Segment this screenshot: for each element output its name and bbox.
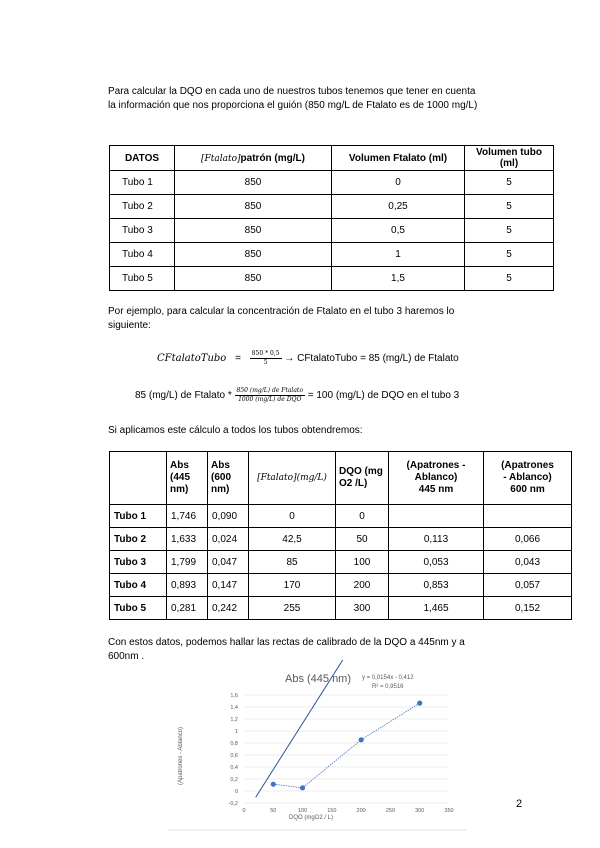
table-cell: 5 (465, 219, 554, 243)
table-cell: Tubo 3 (110, 219, 175, 243)
table-cell: Tubo 1 (110, 171, 175, 195)
chart-r2: R² = 0,9516 (372, 684, 404, 690)
table-row (110, 195, 554, 219)
table-cell: 0,152 (484, 597, 572, 620)
header-empty (110, 452, 167, 505)
x-tick-label: 300 (415, 808, 425, 814)
y-tick-label: 0,2 (230, 777, 238, 783)
y-tick-label: -0,2 (228, 801, 238, 807)
formula-fraction (250, 350, 282, 367)
table-row (110, 267, 554, 291)
example-line-1: Por ejemplo, para calcular la concentración de Ftalato en el tubo 3 haremos lo (108, 306, 455, 317)
formula2-numerator: 850 (mg/L) de Ftalato (236, 386, 303, 394)
table-cell: 0,25 (332, 195, 465, 219)
table-cell: 5 (465, 171, 554, 195)
y-tick-label: 0 (234, 789, 238, 795)
chart-ylabel: (Apatrones - Ablanco) (178, 726, 184, 786)
chart-title: Abs (445 nm) (284, 673, 352, 685)
table-cell: 0,893 (167, 574, 208, 597)
table-cell: 1 (332, 243, 465, 267)
header-patron (175, 146, 332, 171)
results-table-body (110, 505, 572, 620)
table-cell: 0,853 (389, 574, 484, 597)
table-cell: 100 (336, 551, 389, 574)
data-point (359, 737, 364, 742)
header-apatrones-445: (Apatrones - Ablanco) 445 nm (389, 452, 484, 505)
table-cell: 1,465 (389, 597, 484, 620)
example-line-2: siguiente: (108, 320, 151, 331)
table-cell: 0,047 (208, 551, 249, 574)
table-cell: 1,746 (167, 505, 208, 528)
table-cell: 0 (336, 505, 389, 528)
table-cell: 85 (249, 551, 336, 574)
conclusion-line-2: 600nm . (108, 651, 145, 662)
header-abs-445: Abs (445 nm) (167, 452, 208, 505)
table-cell: 850 (175, 171, 332, 195)
table-cell: 50 (336, 528, 389, 551)
table-row (110, 551, 572, 574)
table-cell: 1,799 (167, 551, 208, 574)
table-cell: 1,5 (332, 267, 465, 291)
data-point (300, 785, 305, 790)
table-cell: 0,053 (389, 551, 484, 574)
x-tick-label: 250 (385, 808, 396, 814)
formula-lhs: CFtalatoTubo (157, 353, 227, 364)
formula-numerator: 850 * 0,5 (251, 349, 280, 357)
y-tick-label: 1 (234, 729, 238, 735)
intro-line-1: Para calcular la DQO en cada uno de nuestros tubos tenemos que tener en cuenta (108, 86, 476, 97)
table-row (110, 243, 554, 267)
table-cell: 300 (336, 597, 389, 620)
table-cell (484, 505, 572, 528)
table-cell: Tubo 1 (110, 505, 167, 528)
formula-denominator: 5 (263, 358, 268, 366)
data-point (417, 701, 422, 706)
table-cell: 850 (175, 267, 332, 291)
table-cell: 200 (336, 574, 389, 597)
chart-x-ticks (242, 808, 453, 814)
table-cell: Tubo 4 (110, 243, 175, 267)
y-tick-label: 0,8 (230, 741, 238, 747)
formula-result: → CFtalatoTubo = 85 (mg/L) de Ftalato (284, 353, 459, 364)
data-table-body (110, 171, 554, 291)
header-dqo: DQO (mg O2 /L) (336, 452, 389, 505)
table-cell: 170 (249, 574, 336, 597)
table-row (110, 219, 554, 243)
formula-dqo-conversion (135, 383, 459, 409)
y-tick-label: 1,6 (230, 693, 238, 699)
formula2-pre: 85 (mg/L) de Ftalato * (135, 390, 232, 401)
header-volumen-tubo: Volumen tubo (ml) (465, 146, 554, 171)
table-cell: 0,066 (484, 528, 572, 551)
y-tick-label: 0,6 (230, 753, 238, 759)
table-cell: Tubo 5 (110, 267, 175, 291)
formula-tube-concentration (157, 346, 459, 372)
chart-series-line (273, 703, 419, 788)
y-tick-label: 0,4 (230, 765, 238, 771)
x-tick-label: 350 (444, 808, 454, 814)
formula2-denominator: 1000 (mg/L) de DQO (238, 395, 302, 403)
y-tick-label: 1,4 (230, 705, 238, 711)
table-row (110, 171, 554, 195)
table-cell: 0,057 (484, 574, 572, 597)
table-row (110, 574, 572, 597)
table-cell: Tubo 3 (110, 551, 167, 574)
calibration-chart (166, 660, 466, 845)
header-ftalato: [Ftalato](mg/L) (249, 452, 336, 505)
results-table (109, 451, 572, 620)
page-number: 2 (516, 798, 523, 810)
data-table (109, 145, 554, 291)
table-row (110, 528, 572, 551)
table-cell: Tubo 2 (110, 528, 167, 551)
chart-xlabel: DQO (mgO2 / L) (288, 815, 334, 821)
table-cell: 0,043 (484, 551, 572, 574)
table-row (110, 505, 572, 528)
table-cell: 850 (175, 195, 332, 219)
table-cell: 0,090 (208, 505, 249, 528)
table-cell: 0,281 (167, 597, 208, 620)
y-tick-label: 1,2 (230, 717, 238, 723)
table-cell: 0,147 (208, 574, 249, 597)
x-tick-label: 100 (297, 808, 308, 814)
table-cell: 5 (465, 267, 554, 291)
table-row (110, 597, 572, 620)
table-cell: 0,5 (332, 219, 465, 243)
table-cell: Tubo 2 (110, 195, 175, 219)
x-tick-label: 150 (327, 808, 337, 814)
series-line (273, 703, 419, 788)
chart-y-ticks (229, 693, 238, 807)
table-cell: 0 (332, 171, 465, 195)
header-apatrones-600: (Apatrones - Ablanco) 600 nm (484, 452, 572, 505)
header-abs-600: Abs (600 nm) (208, 452, 249, 505)
conclusion-line-1: Con estos datos, podemos hallar las rectas de calibrado de la DQO a 445nm y a (108, 637, 465, 648)
apply-text: Si aplicamos este cálculo a todos los tubos obtendremos: (108, 425, 363, 436)
table-cell: 0,242 (208, 597, 249, 620)
table-cell: 255 (249, 597, 336, 620)
ftalato-label: [Ftalato] (201, 153, 241, 164)
patron-label: patrón (mg/L) (240, 152, 305, 164)
x-tick-label: 200 (356, 808, 366, 814)
chart-points (271, 701, 423, 791)
table-cell (389, 505, 484, 528)
chart-grid (244, 695, 449, 803)
intro-line-2: la información que nos proporciona el guión (850 mg/L de Ftalato es de 1000 mg/L) (108, 100, 478, 111)
table-cell: 0 (249, 505, 336, 528)
header-datos: DATOS (110, 146, 175, 171)
header-volumen-ftalato: Volumen Ftalato (ml) (332, 146, 465, 171)
formula2-post: = 100 (mg/L) de DQO en el tubo 3 (307, 390, 460, 401)
table-cell: Tubo 4 (110, 574, 167, 597)
table-cell: 0,113 (389, 528, 484, 551)
table-cell: 0,024 (208, 528, 249, 551)
formula2-fraction (235, 387, 305, 404)
x-tick-label: 0 (242, 808, 246, 814)
table-cell: 5 (465, 195, 554, 219)
table-cell: 5 (465, 243, 554, 267)
data-point (271, 782, 276, 787)
table-cell: Tubo 5 (110, 597, 167, 620)
table-cell: 850 (175, 243, 332, 267)
formula-equals: = (235, 353, 241, 364)
table-cell: 42,5 (249, 528, 336, 551)
table-cell: 850 (175, 219, 332, 243)
chart-equation: y = 0,0154x - 0,412 (362, 675, 414, 681)
x-tick-label: 50 (270, 808, 277, 814)
table-cell: 1,633 (167, 528, 208, 551)
